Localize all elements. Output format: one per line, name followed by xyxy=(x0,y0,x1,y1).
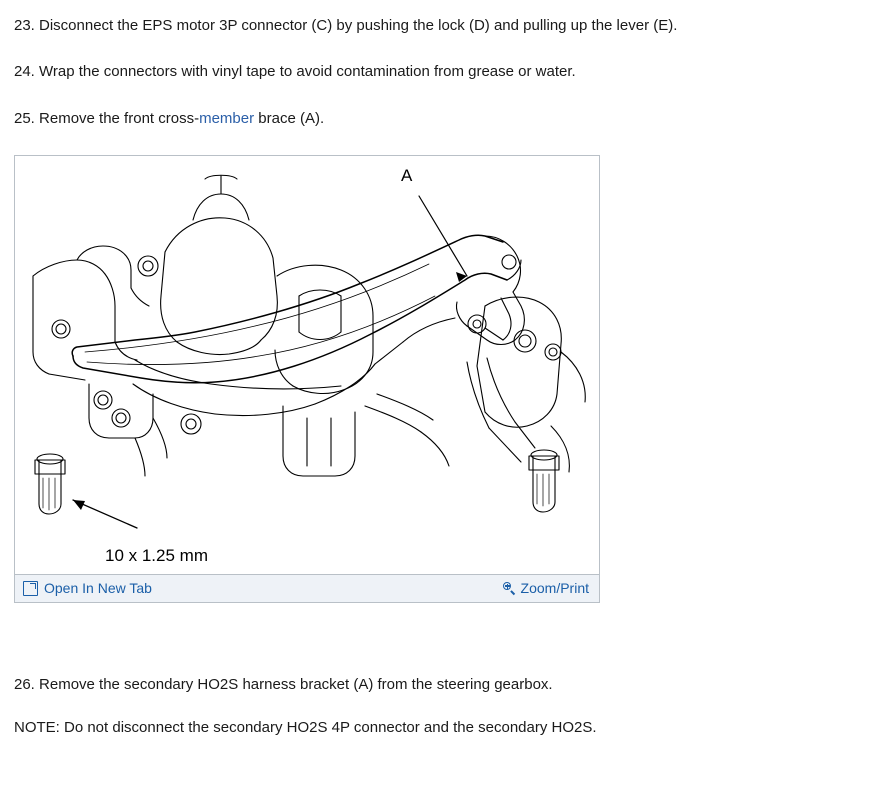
step-25-prefix: 25. Remove the front cross- xyxy=(14,109,200,127)
step-25-suffix: brace (A). xyxy=(254,109,325,127)
step-23-text: 23. Disconnect the EPS motor 3P connector (C) by pushing the lock (D) and pulling up the lever (E). xyxy=(14,17,678,34)
zoom-print-icon xyxy=(503,582,515,594)
open-in-new-tab-button[interactable] xyxy=(23,580,152,596)
open-in-new-tab-icon xyxy=(23,581,38,596)
cross-member-link[interactable]: member xyxy=(199,109,255,127)
figure-illustration xyxy=(15,156,599,574)
figure-toolbar xyxy=(15,574,599,602)
zoom-print-label: Zoom/Print xyxy=(520,580,589,597)
engine-bay-line-drawing xyxy=(15,156,599,574)
document-tail xyxy=(14,675,861,736)
step-26: 26. Remove the secondary HO2S harness bracket (A) from the steering gearbox. xyxy=(14,675,553,693)
step-25 xyxy=(14,109,861,129)
zoom-print-button[interactable] xyxy=(503,580,589,596)
step-24 xyxy=(14,62,861,82)
open-in-new-tab-label: Open In New Tab xyxy=(44,580,152,597)
figure-cross-member-brace xyxy=(14,155,600,603)
figure-callout-a: A xyxy=(401,165,413,185)
step-23 xyxy=(14,16,861,36)
step-24-text: 24. Wrap the connectors with vinyl tape to avoid contamination from grease or water. xyxy=(14,63,576,81)
figure-bolt-size-caption: 10 x 1.25 mm xyxy=(105,545,208,565)
note-text: NOTE: Do not disconnect the secondary HO2S 4P connector and the secondary HO2S. xyxy=(14,719,597,736)
